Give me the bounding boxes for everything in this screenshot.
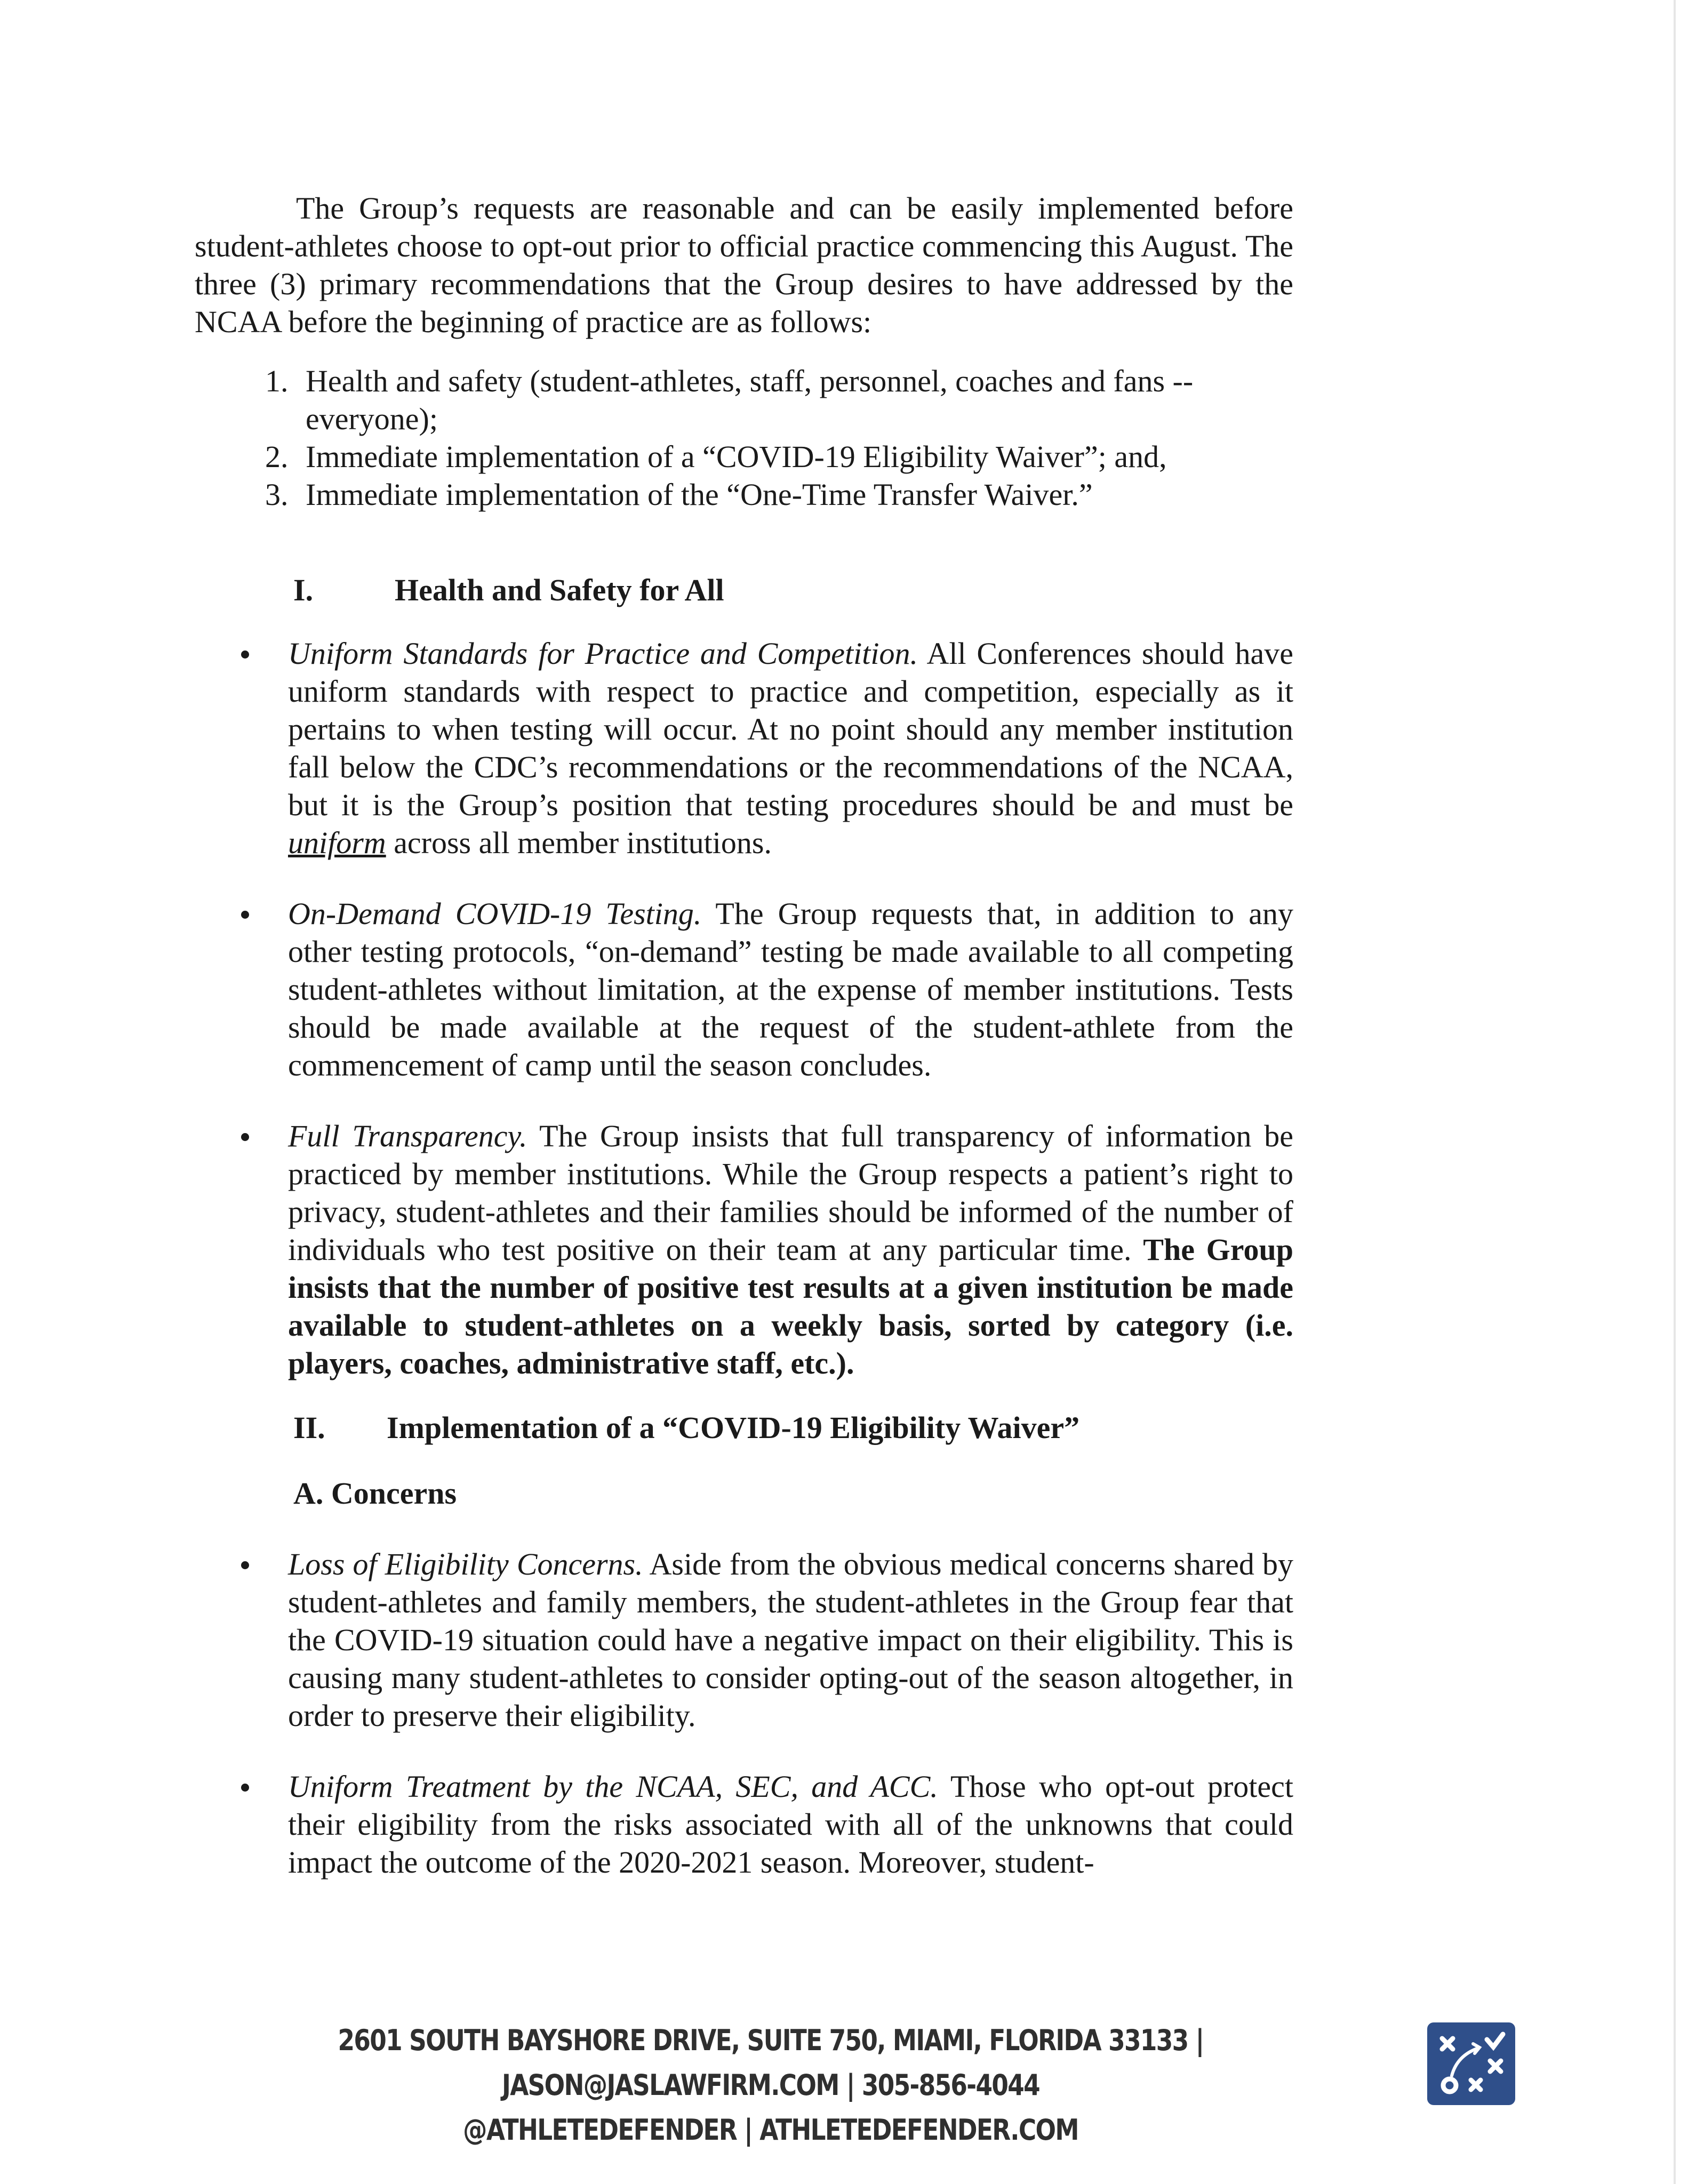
section1-bullets bbox=[195, 635, 1293, 1382]
section-title: Implementation of a “COVID-19 Eligibility Waiver” bbox=[387, 1410, 1080, 1445]
section-heading-2 bbox=[293, 1409, 1293, 1447]
bullet-text: across all member institutions. bbox=[386, 825, 772, 860]
bullet-lead: On-Demand COVID-19 Testing. bbox=[288, 896, 702, 931]
recommendations-list bbox=[195, 362, 1293, 513]
bullet-icon bbox=[241, 1561, 249, 1569]
intro-paragraph: The Group’s requests are reasonable and can be easily implemented before student-athletes choose to opt-out prior to official practice commencing this August. The three (3) primary recommendations that the Group desires to have addressed by the NCAA before the beginning of practice are as follows: bbox=[195, 191, 1293, 339]
bullet-item bbox=[195, 895, 1293, 1084]
bullet-item bbox=[195, 1545, 1293, 1735]
bullet-text: Those who opt-out protect their eligibility from the risks associated with all of the unknowns that could impact the outcome of the 2020-2021 season. Moreover, student- bbox=[288, 1769, 1294, 1880]
bullet-text: The Group requests that, in addition to any other testing protocols, “on-demand” testing be made available to all competing student-athletes without limitation, at the expense of member institutions. Tests should be made available at the request of the student-athlete from the commencement of camp until the season concludes. bbox=[288, 896, 1293, 1082]
bold-statement: The Group insists that the number of positive test results at a given institution be made available to student-athletes on a weekly basis, sorted by category (i.e. players, coaches, administrative staff, etc.). bbox=[288, 1232, 1294, 1380]
footer-address: 2601 SOUTH BAYSHORE DRIVE, SUITE 750, MIAMI, FLORIDA 33133 | JASON@JASLAWFIRM.COM | 305-856-4044 bbox=[338, 2024, 1204, 2102]
bullet-icon bbox=[241, 1784, 249, 1792]
bullet-icon bbox=[241, 911, 249, 919]
bullet-text: The Group insists that full transparency of information be practiced by member institutions. While the Group respects a patient’s right to privacy, student-athletes and their families should be informed of the number of individuals who test positive on their team at any particular time. bbox=[288, 1119, 1293, 1267]
recommendation-item: 3. Immediate implementation of the “One-Time Transfer Waiver.” bbox=[296, 476, 1293, 513]
sub-heading: A. Concerns bbox=[293, 1476, 457, 1511]
section-number: I. bbox=[293, 573, 314, 607]
section2-bullets bbox=[195, 1545, 1293, 1881]
bullet-icon bbox=[241, 1133, 249, 1141]
letter-body bbox=[195, 189, 1293, 1881]
footer-social: @ATHLETEDEFENDER | ATHLETEDEFENDER.COM bbox=[463, 2113, 1078, 2147]
bullet-lead: Loss of Eligibility Concerns. bbox=[288, 1547, 643, 1581]
section-heading-1 bbox=[293, 571, 1293, 609]
play-diagram-icon bbox=[1427, 2022, 1515, 2105]
letterhead-footer bbox=[244, 2018, 1297, 2153]
bullet-text: Aside from the obvious medical concerns shared by student-athletes and family members, the student-athletes in the Group fear that the COVID-19 situation could have a negative impact on their eligibility. This is causing many student-athletes to consider opting-out of the season altogether, in order to preserve their eligibility. bbox=[288, 1547, 1293, 1733]
section-title: Health and Safety for All bbox=[395, 573, 724, 607]
bullet-icon bbox=[241, 651, 249, 659]
emphasis-text: uniform bbox=[288, 825, 386, 860]
scan-edge bbox=[1674, 0, 1676, 2184]
bullet-item bbox=[195, 1768, 1293, 1881]
bullet-lead: Uniform Treatment by the NCAA, SEC, and ACC. bbox=[288, 1769, 938, 1804]
bullet-lead: Full Transparency. bbox=[288, 1119, 527, 1153]
bullet-item bbox=[195, 635, 1293, 862]
section-number: II. bbox=[293, 1410, 325, 1445]
play-diagram-icon-graphic bbox=[1427, 2022, 1515, 2105]
bullet-text: All Conferences should have uniform standards with respect to practice and competition, especially as it pertains to when testing will occur. At no point should any member institution fall below the CDC’s recommendations or the recommendations of the NCAA, but it is the Group’s position that testing procedures should be and must be bbox=[288, 636, 1294, 822]
bullet-lead: Uniform Standards for Practice and Competition. bbox=[288, 636, 918, 671]
recommendation-item: 2. Immediate implementation of a “COVID-19 Eligibility Waiver”; and, bbox=[296, 438, 1293, 476]
bullet-item bbox=[195, 1117, 1293, 1382]
recommendation-item: 1. Health and safety (student-athletes, staff, personnel, coaches and fans -- everyone); bbox=[296, 362, 1293, 438]
